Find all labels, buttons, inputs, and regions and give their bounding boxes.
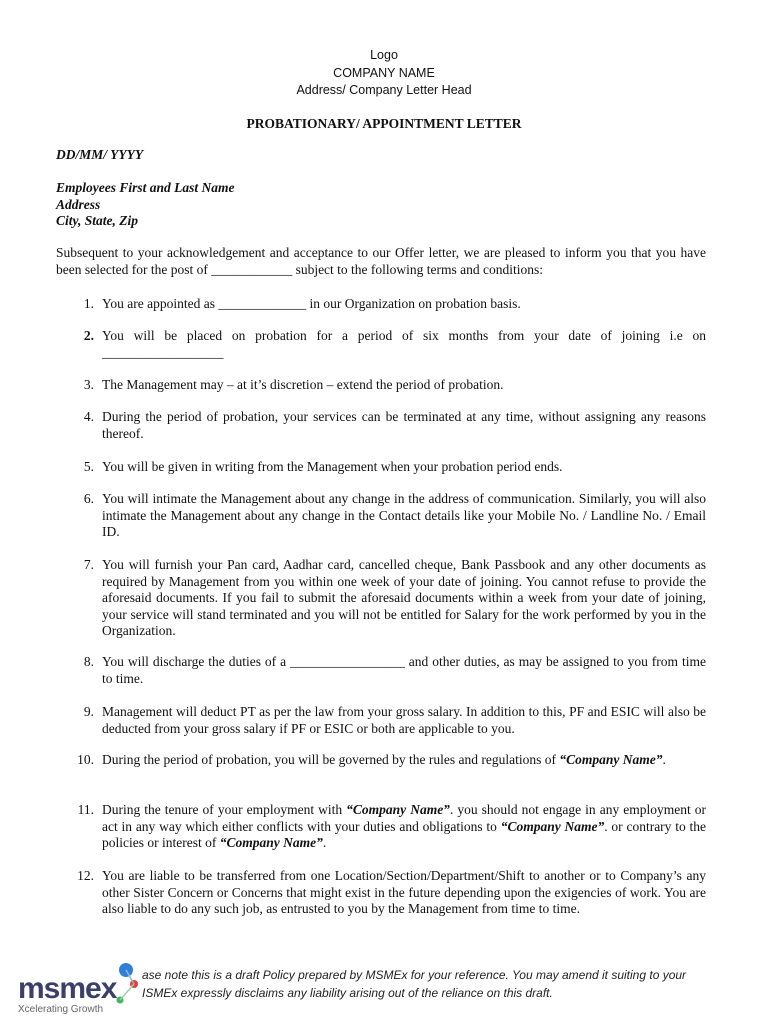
recipient-block <box>56 180 235 230</box>
term-text: The Management may – at it’s discretion – extend the period of probation. <box>102 377 504 392</box>
term-number: 10. <box>77 752 94 767</box>
term-number: 12. <box>77 868 94 883</box>
msmex-logo <box>8 960 148 1016</box>
term-number: 3. <box>83 377 94 392</box>
letterhead <box>0 47 768 100</box>
term-text: During the tenure of your employment with “Company Name”. you should not engage in any employment or act in any way which either conflicts with your duties and obligations to “Company Name”. or contrary to the policies or interest of “Company Name”. <box>102 802 707 850</box>
disclaimer-line: ase note this is a draft Policy prepared by MSMEx for your reference. You may amend it suiting to your <box>142 968 687 982</box>
term-text: During the period of probation, your services can be terminated at any time, without assigning any reasons thereof. <box>102 409 706 441</box>
term-text: During the period of probation, you will be governed by the rules and regulations of “Company Name”. <box>102 752 666 767</box>
disclaimer-text <box>142 966 762 1002</box>
intro-paragraph: Subsequent to your acknowledgement and acceptance to our Offer letter, we are pleased to inform you that you have been selected for the post of ____________ subject to the following terms and conditions: <box>56 245 706 277</box>
logo-placeholder: Logo <box>370 48 398 62</box>
logo-tagline: Xcelerating Growth <box>18 1004 104 1015</box>
company-address: Address/ Company Letter Head <box>296 83 472 97</box>
letter-date: DD/MM/ YYYY <box>56 147 144 162</box>
company-name: COMPANY NAME <box>333 65 435 80</box>
letter-title: PROBATIONARY/ APPOINTMENT LETTER <box>246 116 522 131</box>
term-number: 2. <box>83 328 94 343</box>
disclaimer-line: ISMEx expressly disclaims any liability arising out of the reliance on this draft. <box>142 986 553 1000</box>
term-number: 5. <box>83 459 94 474</box>
term-text: You are liable to be transferred from one Location/Section/Department/Shift to another or to Company’s any other Sister Concern or Concerns that might exist in the future depending upon the exigencies of work. You are also liable to do any such job, as entrusted to you by the Management from time to time. <box>102 868 706 916</box>
term-text: You are appointed as _____________ in our Organization on probation basis. <box>102 296 521 311</box>
term-text: You will be given in writing from the Management when your probation period ends. <box>102 459 563 474</box>
term-number: 11. <box>77 802 94 817</box>
recipient-address: Address <box>56 196 101 212</box>
term-number: 4. <box>83 409 94 424</box>
term-text: Management will deduct PT as per the law from your gross salary. In addition to this, PF and ESIC will also be deducted from your gross salary if PF or ESIC or both are applicable to you. <box>102 704 706 736</box>
term-text: You will furnish your Pan card, Aadhar card, cancelled cheque, Bank Passbook and any other documents as required by Management from you within one week of your date of joining. You cannot refuse to provide the aforesaid documents. If you fail to submit the aforesaid documents within a week from your date of joining, your service will stand terminated and you will not be entitled for Salary for the work performed by you in the Organization. <box>102 557 706 638</box>
footer-banner <box>0 960 768 1024</box>
recipient-name: Employees First and Last Name <box>56 180 235 195</box>
term-number: 6. <box>83 491 94 506</box>
term-text: You will be placed on probation for a period of six months from your date of joining i.e on __________________ <box>102 328 706 360</box>
term-number: 8. <box>83 654 94 669</box>
term-text: You will discharge the duties of a _________________ and other duties, as may be assigned to you from time to time. <box>102 654 706 686</box>
term-number: 7. <box>83 557 94 572</box>
term-text: You will intimate the Management about any change in the address of communication. Similarly, you will also intimate the Management about any change in the Contact details like your Mobile No. / Landline No. / Email ID. <box>102 491 706 539</box>
logo-wordmark: msmex <box>18 972 117 1005</box>
term-number: 1. <box>83 296 94 311</box>
recipient-city: City, State, Zip <box>56 213 138 228</box>
term-number: 9. <box>83 704 94 719</box>
